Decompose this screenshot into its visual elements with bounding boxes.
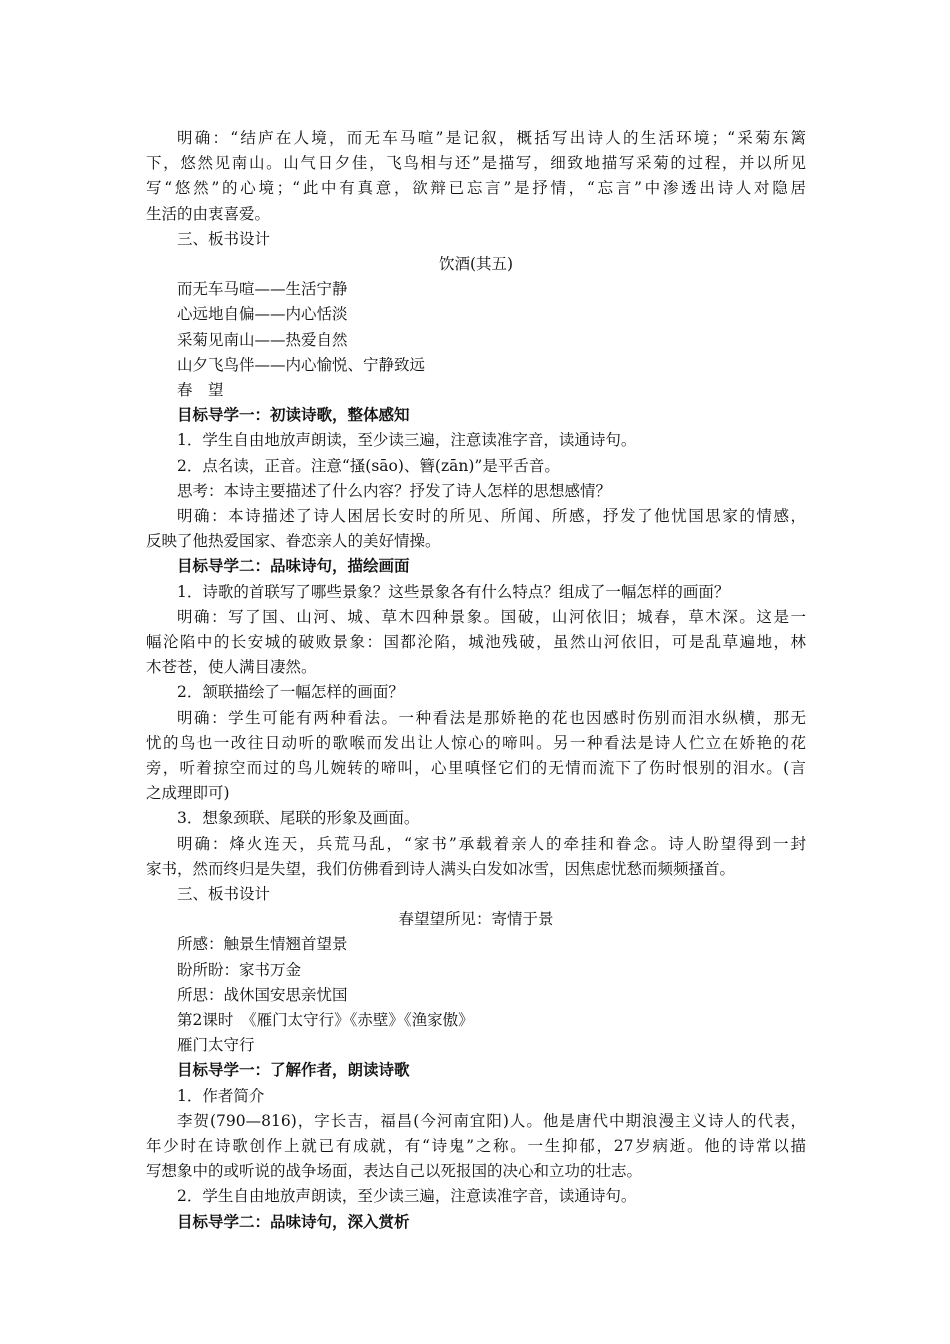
- paragraph-line: 盼所盼：家书万金: [177, 960, 302, 979]
- paragraph-line: 思考：本诗主要描述了什么内容？抒发了诗人怎样的思想感情？: [177, 481, 612, 500]
- board-title: 春望望所见：寄情于景: [398, 910, 554, 929]
- paragraph-line: 3．想象颈联、尾联的形象及画面。: [177, 809, 420, 828]
- section-heading: 目标导学一：了解作者，朗读诗歌: [177, 1060, 410, 1080]
- paragraph-line: 明确：学生可能有两种看法。一种看法是那娇艳的花也因感时伤别而泪水纵横，那无: [177, 708, 806, 727]
- paragraph-line: 写“悠然”的心境；“此中有真意，欲辩已忘言”是抒情，“忘言”中渗透出诗人对隐居: [146, 179, 806, 198]
- paragraph-last-line: 家书，然而终归是失望，我们仿佛看到诗人满头白发如冰雪，因焦虑忧愁而频频搔首。: [146, 859, 736, 878]
- paragraph-line: 三、板书设计: [177, 885, 271, 903]
- paragraph-line: 第2课时 《雁门太守行》《赤壁》《渔家傲》: [177, 1011, 474, 1029]
- board-title: 饮酒(其五): [438, 255, 514, 273]
- paragraph-last-line: 之成理即可): [146, 784, 230, 803]
- paragraph-last-line: 木苍苍，使人满目凄然。: [146, 658, 317, 677]
- paragraph-last-line: 反映了他热爱国家、眷恋亲人的美好情操。: [146, 532, 441, 551]
- paragraph-line: 而无车马喧——生活宁静: [177, 280, 348, 299]
- section-heading: 目标导学二：品味诗句，深入赏析: [177, 1211, 410, 1231]
- paragraph-line: 2．点名读，正音。注意“搔(sāo)、簪(zān)”是平舌音。: [177, 456, 560, 475]
- paragraph-line: 1．诗歌的首联写了哪些景象？这些景象各有什么特点？组成了一幅怎样的画面？: [177, 582, 730, 601]
- paragraph-line: 旁，听着掠空而过的鸟儿婉转的啼叫，心里嗔怪它们的无情而流下了伤时恨别的泪水。(言: [146, 759, 806, 777]
- paragraph-last-line: 写想象中的或听说的战争场面，表达自己以死报国的决心和立功的壮志。: [146, 1162, 643, 1181]
- paragraph-line: 2．颔联描绘了一幅怎样的画面？: [177, 683, 404, 702]
- paragraph-line: 明确：烽火连天，兵荒马乱，“家书”承载着亲人的牵挂和眷念。诗人盼望得到一封: [177, 834, 806, 853]
- paragraph-line: 采菊见南山——热爱自然: [177, 330, 348, 349]
- paragraph-line: 明确：“结庐在人境，而无车马喧”是记叙，概括写出诗人的生活环境；“采菊东篱: [177, 129, 806, 147]
- paragraph-line: 心远地自偏——内心恬淡: [177, 305, 348, 324]
- paragraph-line: 1．作者简介: [177, 1086, 265, 1105]
- paragraph-line: 雁门太守行: [177, 1036, 255, 1055]
- paragraph-line: 1．学生自由地放声朗读，至少读三遍，注意读准字音，读通诗句。: [177, 431, 637, 450]
- paragraph-line: 年少时在诗歌创作上就已有成就，有“诗鬼”之称。一生抑郁，27岁病逝。他的诗常以描: [146, 1137, 806, 1155]
- paragraph-line: 明确：写了国、山河、城、草木四种景象。国破，山河依旧；城春，草木深。这是一: [177, 607, 806, 626]
- paragraph-line: 忧的鸟也一改往日动听的歌喉而发出让人惊心的啼叫。另一种看法是诗人伫立在娇艳的花: [146, 733, 806, 752]
- section-heading: 目标导学二：品味诗句，描绘画面: [177, 556, 410, 576]
- paragraph-line: 李贺(790—816)，字长吉，福昌(今河南宜阳)人。他是唐代中期浪漫主义诗人的代表，: [177, 1111, 806, 1130]
- paragraph-line: 春 望: [177, 381, 224, 399]
- paragraph-last-line: 生活的由衷喜爱。: [146, 204, 271, 223]
- paragraph-line: 明确：本诗描述了诗人困居长安时的所见、所闻、所感，抒发了他忧国思家的情感，: [177, 507, 806, 525]
- paragraph-line: 三、板书设计: [177, 229, 271, 248]
- paragraph-line: 幅沦陷中的长安城的破败景象：国都沦陷，城池残破，虽然山河依旧，可是乱草遍地，林: [146, 633, 806, 651]
- paragraph-line: 山夕飞鸟伴——内心愉悦、宁静致远: [177, 355, 426, 374]
- paragraph-line: 所感：触景生情翘首望景: [177, 935, 348, 954]
- paragraph-line: 下，悠然见南山。山气日夕佳，飞鸟相与还”是描写，细致地描写采菊的过程，并以所见: [146, 154, 806, 173]
- section-heading: 目标导学一：初读诗歌，整体感知: [177, 405, 410, 425]
- paragraph-line: 所思：战休国安思亲忧国: [177, 985, 348, 1004]
- paragraph-line: 2．学生自由地放声朗读，至少读三遍，注意读准字音，读通诗句。: [177, 1187, 637, 1206]
